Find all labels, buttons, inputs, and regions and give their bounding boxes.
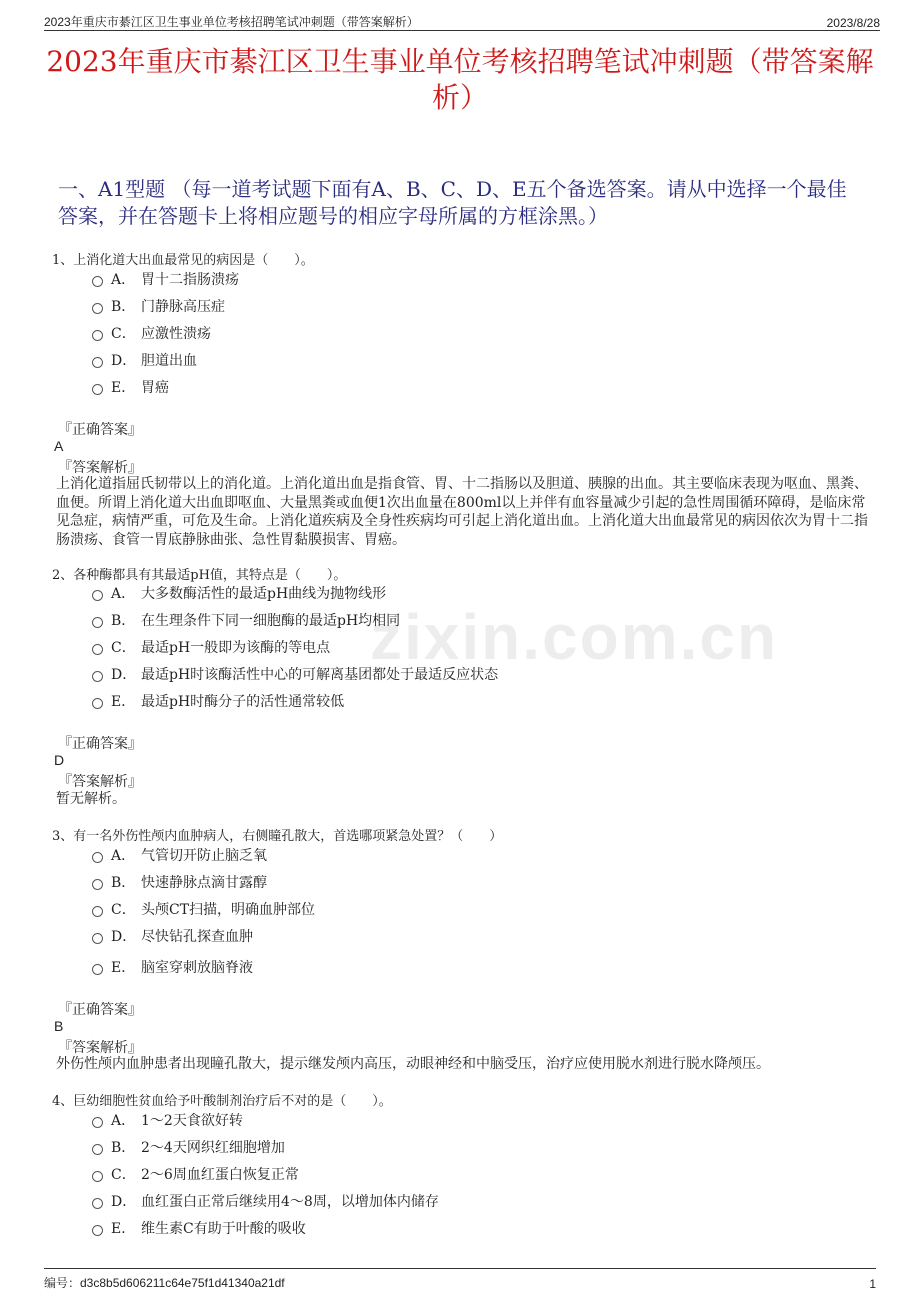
option-a[interactable]: A． 大多数酶活性的最适pH曲线为抛物线形	[92, 582, 386, 604]
analysis-text: 外伤性颅内血肿患者出现瞳孔散大，提示继发颅内高压，动眼神经和中脑受压，治疗应使用脱水剂进行脱水降颅压。	[56, 1056, 770, 1072]
radio-icon[interactable]	[92, 906, 103, 917]
option-e[interactable]: E． 胃癌	[92, 376, 169, 398]
option-e[interactable]: E． 最适pH时酶分子的活性通常较低	[92, 690, 344, 712]
radio-icon[interactable]	[92, 964, 103, 975]
radio-icon[interactable]	[92, 357, 103, 368]
page-footer	[44, 1268, 876, 1291]
option-b[interactable]: B． 在生理条件下同一细胞酶的最适pH均相同	[92, 609, 400, 631]
option-b[interactable]: B． 门静脉高压症	[92, 295, 225, 317]
radio-icon[interactable]	[92, 590, 103, 601]
answer-label: 『正确答案』	[58, 1002, 142, 1018]
question-stem: 1、上消化道大出血最常见的病因是（ ）。	[52, 253, 314, 268]
option-a[interactable]: A． 胃十二指肠溃疡	[92, 268, 239, 290]
radio-icon[interactable]	[92, 617, 103, 628]
radio-icon[interactable]	[92, 852, 103, 863]
option-a[interactable]: A． 气管切开防止脑乏氧	[92, 844, 267, 866]
radio-icon[interactable]	[92, 879, 103, 890]
radio-icon[interactable]	[92, 1198, 103, 1209]
analysis-label: 『答案解析』	[58, 460, 142, 476]
header-date: 2023/8/28	[826, 16, 880, 30]
radio-icon[interactable]	[92, 1171, 103, 1182]
document-title: 2023年重庆市綦江区卫生事业单位考核招聘笔试冲刺题（带答案解析）	[46, 45, 874, 114]
section-heading: 一、A1型题 （每一道考试题下面有A、B、C、D、E五个备选答案。请从中选择一个最佳答案，并在答题卡上将相应题号的相应字母所属的方框涂黑。）	[58, 177, 847, 228]
radio-icon[interactable]	[92, 330, 103, 341]
question-stem: 4、巨幼细胞性贫血给予叶酸制剂治疗后不对的是（ ）。	[52, 1094, 392, 1109]
radio-icon[interactable]	[92, 644, 103, 655]
analysis-label: 『答案解析』	[58, 1040, 142, 1056]
radio-icon[interactable]	[92, 276, 103, 287]
radio-icon[interactable]	[92, 1225, 103, 1236]
option-d[interactable]: D． 尽快钻孔探查血肿	[92, 925, 253, 947]
question-stem: 3、有一名外伤性颅内血肿病人，右侧瞳孔散大，首选哪项紧急处置？（ ）	[52, 829, 503, 844]
option-d[interactable]: D． 最适pH时该酶活性中心的可解离基团都处于最适反应状态	[92, 663, 498, 685]
option-e[interactable]: E． 脑室穿刺放脑脊液	[92, 956, 253, 978]
answer-value: B	[54, 1018, 64, 1034]
option-c[interactable]: C． 头颅CT扫描，明确血肿部位	[92, 898, 315, 920]
radio-icon[interactable]	[92, 698, 103, 709]
radio-icon[interactable]	[92, 384, 103, 395]
option-d[interactable]: D． 胆道出血	[92, 349, 197, 371]
option-e[interactable]: E． 维生素C有助于叶酸的吸收	[92, 1217, 306, 1239]
option-c[interactable]: C． 最适pH一般即为该酶的等电点	[92, 636, 330, 658]
radio-icon[interactable]	[92, 933, 103, 944]
page-header	[44, 12, 880, 31]
answer-label: 『正确答案』	[58, 736, 142, 752]
option-a[interactable]: A． 1～2天食欲好转	[92, 1109, 243, 1131]
answer-label: 『正确答案』	[58, 422, 142, 438]
option-c[interactable]: C． 2～6周血红蛋白恢复正常	[92, 1163, 299, 1185]
answer-value: A	[54, 438, 64, 454]
radio-icon[interactable]	[92, 671, 103, 682]
radio-icon[interactable]	[92, 1117, 103, 1128]
option-c[interactable]: C． 应激性溃疡	[92, 322, 211, 344]
analysis-text: 暂无解析。	[56, 791, 126, 807]
question-stem: 2、各种酶都具有其最适pH值，其特点是（ ）。	[52, 568, 347, 583]
header-doc-title: 2023年重庆市綦江区卫生事业单位考核招聘笔试冲刺题（带答案解析）	[44, 15, 419, 29]
option-d[interactable]: D． 血红蛋白正常后继续用4～8周，以增加体内储存	[92, 1190, 439, 1212]
analysis-text: 上消化道指屈氏韧带以上的消化道。上消化道出血是指食管、胃、十二指肠以及胆道、胰腺的出血。其主要临床表现为呕血、黑粪、血便。所谓上消化道大出血即呕血、大量黑粪或血便1次出血量在800ml以上并伴有血容量减少引起的急性周围循环障碍，是临床常见急症，病情严重，可危及生命。上消化道疾病及全身性疾病均可引起上消化道出血。上消化道大出血最常见的病因依次为胃十二指肠溃疡、食管一胃底静脉曲张、急性胃黏膜损害、胃癌。	[56, 476, 868, 548]
page-number: 1	[869, 1277, 876, 1291]
answer-value: D	[54, 752, 65, 768]
option-b[interactable]: B． 2～4天网织红细胞增加	[92, 1136, 285, 1158]
document-id: 编号：d3c8b5d606211c64e75f1d41340a21df	[44, 1276, 285, 1290]
radio-icon[interactable]	[92, 303, 103, 314]
radio-icon[interactable]	[92, 1144, 103, 1155]
analysis-label: 『答案解析』	[58, 774, 142, 790]
option-b[interactable]: B． 快速静脉点滴甘露醇	[92, 871, 267, 893]
watermark: zixin.com.cn	[370, 601, 779, 673]
